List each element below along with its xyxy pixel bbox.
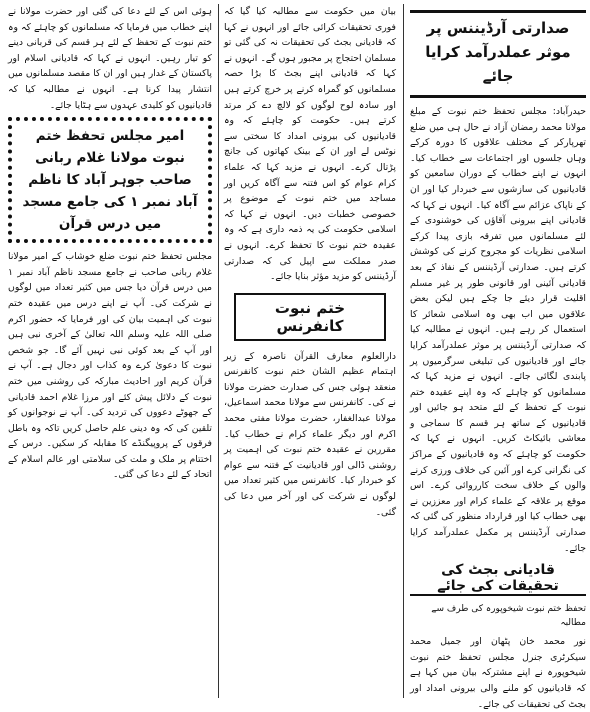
article-5-body: مجلس تحفظ ختم نبوت ضلع خوشاب کے امیر مولانا غلام ربانی صاحب نے جامع مسجد ناظم آباد نمبر ۱ میں درس قرآن دیا جس میں کثیر تعداد میں لوگوں نے شرکت کی۔ آپ نے اپنے درس میں عقیدہ ختم نبوت کی اہمیت بیان کی اور فرمایا کہ حضور اکرم صلی اللہ علیہ وسلم اللہ تعالیٰ کے آخری نبی ہیں اور آپ کے بعد کوئی نبی نہیں آئے گا۔ جو شخص نبوت کا دعویٰ کرے وہ کذاب اور دجال ہے۔ آپ نے قرآن کریم اور احادیث مبارکہ کی روشنی میں ختم نبوت کے دلائل پیش کئے اور مرزا غلام احمد قادیانی کے جھوٹے دعووں کی تردید کی۔ آپ نے نوجوانوں کو تلقین کی کہ وہ دینی علم حاصل کریں تاکہ وہ باطل فرقوں کے پروپیگنڈے کا مقابلہ کر سکیں۔ درس کے اختتام پر ملک و ملت کی سلامتی اور عالم اسلام کے اتحاد کے لئے دعا کی گئی۔ <box>8 251 212 481</box>
byline: تحفظ ختم نبوت شیخوپورہ کی طرف سے مطالبہ <box>431 604 586 629</box>
column-divider-right <box>403 4 404 698</box>
headline-1: صدارتی آرڈیننس پر موثر عملدرآمد کرایا جائے <box>425 19 571 85</box>
article-4-body: نور محمد خان پٹھان اور جمیل محمد سیکرٹری جنرل مجلس تحفظ ختم نبوت شیخوپورہ نے اپنے مشترکہ بیان میں کہا ہے کہ قادیانیوں کو ملنے والی بیرونی امداد اور بجٹ کی تحقیقات کی جائے۔ <box>410 636 586 710</box>
headline-4: قادیانی بجٹ کی تحقیقات کی جائے <box>410 562 586 596</box>
article-1-body: حیدرآباد: مجلس تحفظ ختم نبوت کے مبلغ مولانا محمد رمضان آزاد نے حال ہی میں ضلع تھرپارکر کے مختلف علاقوں کا دورہ کرکے وہاں جلسوں اور اجتماعات سے خطاب کیا۔ انہوں نے اپنے خطاب کے دوران سامعین کو قادیانیوں کی سازشوں سے خبردار کیا اور ان کے ناپاک عزائم سے آگاہ کیا۔ انہوں نے کہا کہ قادیانی اپنے بیرونی آقاؤں کی خوشنودی کے لئے مسلمانوں میں تفرقہ بازی پیدا کرکے اسلامی نظریات کو مجروح کرنے کی کوشش کرتے ہیں۔ صدارتی آرڈیننس کے نفاذ کے بعد قادیانی آئینی اور قانونی طور پر غیر مسلم اقلیت قرار دیئے جا چکے ہیں لیکن بعض علاقوں میں اب بھی وہ اسلامی شعائر کا استعمال کر رہے ہیں۔ انہوں نے مطالبہ کیا کہ صدارتی آرڈیننس پر موثر عملدرآمد کرایا جائے اور قادیانیوں کی تبلیغی سرگرمیوں پر پابندی لگائی جائے۔ انہوں نے مزید کہا کہ مسلمانوں کو چاہئے کہ وہ اپنے عقیدہ ختم نبوت کے تحفظ کے لئے متحد ہو جائیں اور قادیانیوں کے ساتھ ہر قسم کا سماجی و معاشی بائیکاٹ کریں۔ انہوں نے کہا کہ حکومت کو چاہئے کہ وہ قادیانیوں کے مراکز کی نگرانی کرے اور آئین کی خلاف ورزی کرنے والوں کے خلاف سخت کارروائی کرے۔ اس موقع پر علاقہ کے علماء کرام اور معززین نے بھی خطاب کیا اور قرارداد منظور کی گئی کہ صدارتی آرڈیننس پر مکمل عملدرآمد کرایا جائے۔ <box>410 106 586 554</box>
middle-column <box>224 4 396 520</box>
article-2-body: بیان میں حکومت سے مطالبہ کیا گیا کہ فوری تحقیقات کرائی جائے اور انہوں نے کہا کہ قادیانی بجٹ کی تحقیقات نہ کی گئی تو مسلمان احتجاج پر مجبور ہوں گے۔ انہوں نے کہا کہ قادیانی اپنے بجٹ کا بڑا حصہ مسلمانوں کو گمراہ کرنے پر خرچ کرتے ہیں اور سادہ لوح لوگوں کو لالچ دے کر مرتد کرتے ہیں۔ حکومت کو چاہئے کہ وہ قادیانیوں کی بیرونی امداد کا سختی سے نوٹس لے اور ان کے بینک کھاتوں کی جانچ پڑتال کرے۔ انہوں نے مزید کہا کہ علماء کرام عوام کو اس فتنہ سے آگاہ کریں اور مساجد میں ختم نبوت کے موضوع پر خصوصی خطبات دیں۔ انہوں نے کہا کہ اسلامی حکومت کی یہ ذمہ داری ہے کہ وہ عقیدہ ختم نبوت کا تحفظ کرے۔ انہوں نے صدر مملکت سے اپیل کی کہ صدارتی آرڈیننس کو مزید مؤثر بنایا جائے۔ <box>224 6 396 283</box>
headline-box-3 <box>8 117 212 243</box>
right-column <box>410 4 586 712</box>
left-column <box>8 4 212 483</box>
article-0-body: ہوئی اس کے لئے دعا کی گئی اور حضرت مولانا نے اپنے خطاب میں فرمایا کہ مسلمانوں کو چاہئے کہ وہ ختم نبوت کے تحفظ کے لئے ہر قسم کی قربانی دینے کو تیار رہیں۔ انہوں نے کہا کہ قادیانی اسلام اور پاکستان کے غدار ہیں اور ان کا مقصد مسلمانوں میں انتشار پیدا کرنا ہے۔ انہوں نے مطالبہ کیا کہ قادیانیوں کو کلیدی عہدوں سے ہٹایا جائے۔ <box>8 6 212 111</box>
headline-3: امیر مجلس تحفظ ختم نبوت مولانا غلام ربانی صاحب جوہر آباد کا ناظم آباد نمبر ۱ کی جامع مسجد میں درس قرآن <box>22 128 198 233</box>
article-3-body: دارالعلوم معارف القرآن ناصرہ کے زیر اہتمام عظیم الشان ختم نبوت کانفرنس منعقد ہوئی جس کی صدارت حضرت مولانا نے کی۔ کانفرنس سے مولانا محمد اسماعیل، مولانا عبدالغفار، حضرت مولانا مفتی محمد اکرم اور دیگر علماء کرام نے خطاب کیا۔ مقررین نے عقیدہ ختم نبوت کی اہمیت پر روشنی ڈالی اور قادیانیت کے فتنہ سے عوام کو خبردار کیا۔ کانفرنس میں کثیر تعداد میں لوگوں نے شرکت کی اور آخر میں دعا کی گئی۔ <box>224 350 396 518</box>
column-divider-left <box>218 4 219 698</box>
headline-2: ختم نبوت کانفرنس <box>234 293 386 341</box>
headline-box-1 <box>410 10 586 98</box>
